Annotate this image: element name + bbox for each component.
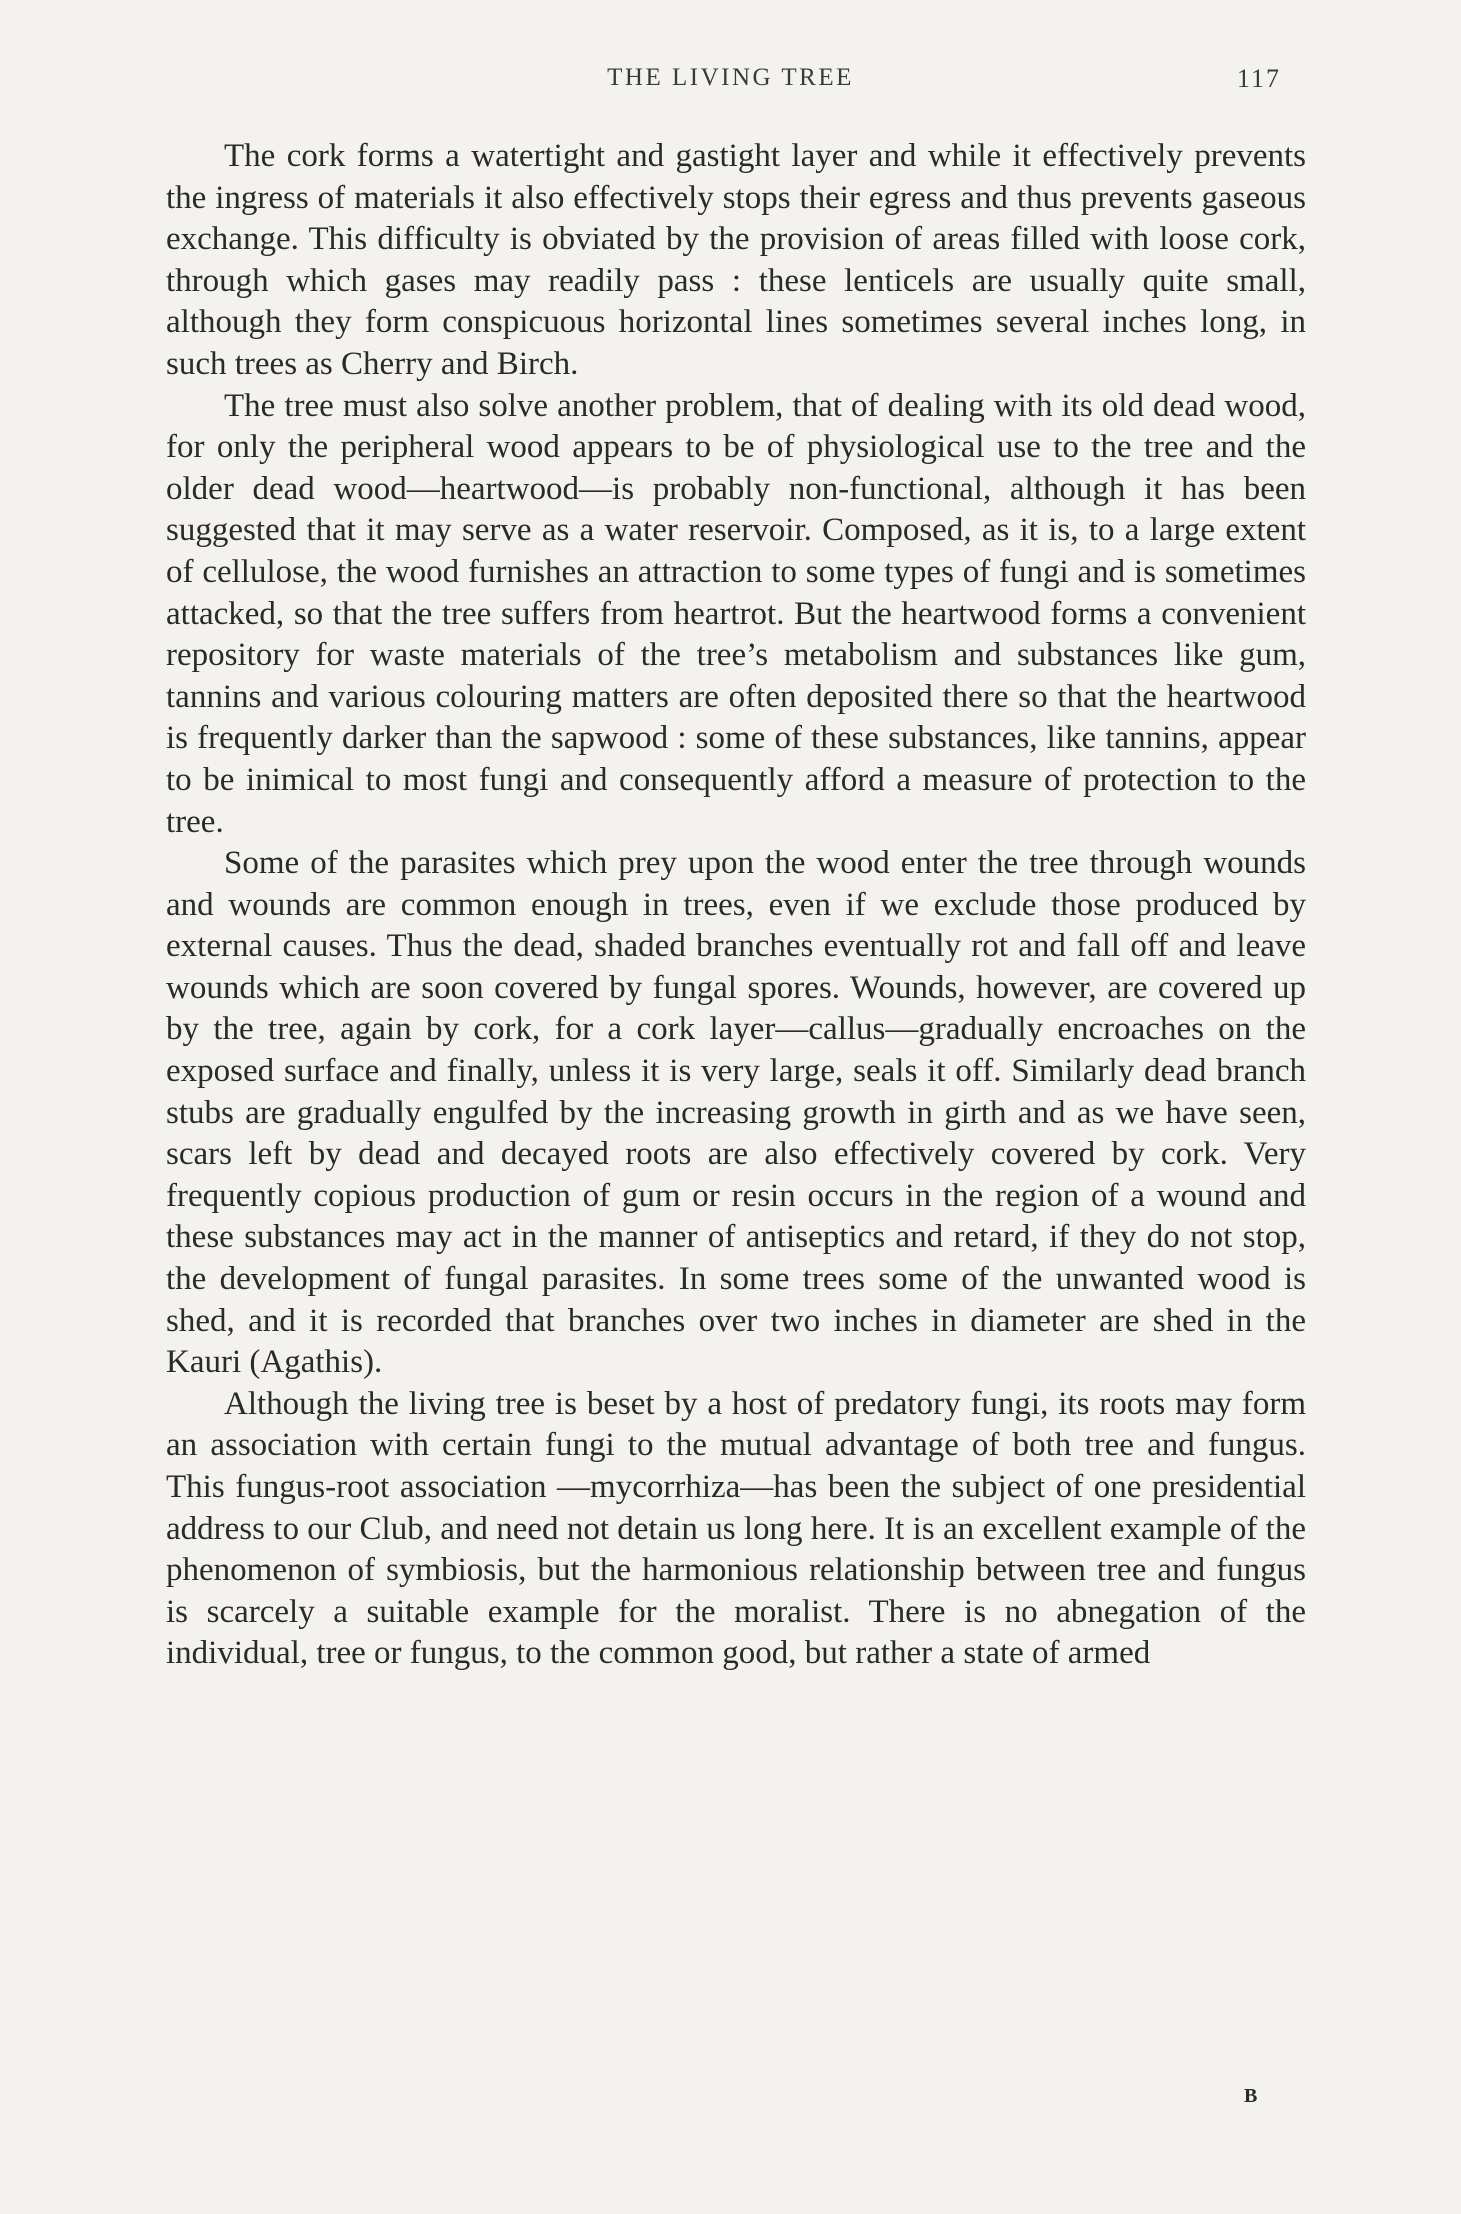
paragraph-mycorrhiza: Although the living tree is beset by a host of predatory fungi, its roots may form an association with certain fungi to the mutual advantage of both tree and fungus. This fungus-root association —mycorrhiza—has been the subject of one presidential address to our Club, and need not detain us long here. It is an excellent example of the phenomenon of symbiosis, but the harmonious relationship between tree and fungus is scarcely a suitable example for the moralist. There is no abnegation of the individual, tree or fungus, to the common good, but rather a state of armed bbox=[166, 1385, 1306, 1672]
body-text bbox=[166, 136, 1306, 1675]
signature-mark: B bbox=[1244, 2085, 1258, 2107]
paragraph-wounds: Some of the parasites which prey upon the wood enter the tree through wounds and wounds are common enough in trees, even if we exclude those produced by external causes. Thus the dead, shaded branches eventually rot and fall off and leave wounds which are soon covered by fungal spores. Wounds, however, are covered up by the tree, again by cork, for a cork layer—callus—gradually encroaches on the exposed surface and finally, unless it is very large, seals it off. Similarly dead branch stubs are gradually engulfed by the increasing growth in girth and as we have seen, scars left by dead and decayed roots are also effectively covered by cork. Very frequently copious production of gum or resin occurs in the region of a wound and these substances may act in the manner of antiseptics and retard, if they do not stop, the development of fungal parasites. In some trees some of the unwanted wood is shed, and it is recorded that branches over two inches in diameter are shed in the Kauri (Agathis). bbox=[166, 845, 1306, 1381]
paragraph-lenticels: The cork forms a watertight and gastight layer and while it effectively prevents the ingress of materials it also effectively stops their egress and thus prevents gaseous exchange. This difficulty is obviated by the provision of areas filled with loose cork, through which gases may readily pass : these lenticels are usually quite small, although they form conspicuous horizontal lines sometimes several inches long, in such trees as Cherry and Birch. bbox=[166, 138, 1306, 382]
running-head: THE LIVING TREE bbox=[607, 64, 854, 91]
page-header bbox=[0, 64, 1461, 104]
page-number: 117 bbox=[1236, 64, 1281, 93]
paragraph-heartwood: The tree must also solve another problem, that of dealing with its old dead wood, for only the peripheral wood appears to be of physiological use to the tree and the older dead wood—heartwood—is probably non-functional, although it has been suggested that it may serve as a water reservoir. Composed, as it is, to a large extent of cellulose, the wood furnishes an attraction to some types of fungi and is sometimes attacked, so that the tree suffers from heartrot. But the heartwood forms a convenient repository for waste materials of the tree’s metabolism and substances like gum, tannins and various colouring matters are often deposited there so that the heartwood is frequently darker than the sapwood : some of these substances, like tannins, appear to be inimical to most fungi and consequently afford a measure of protection to the tree. bbox=[166, 387, 1306, 840]
